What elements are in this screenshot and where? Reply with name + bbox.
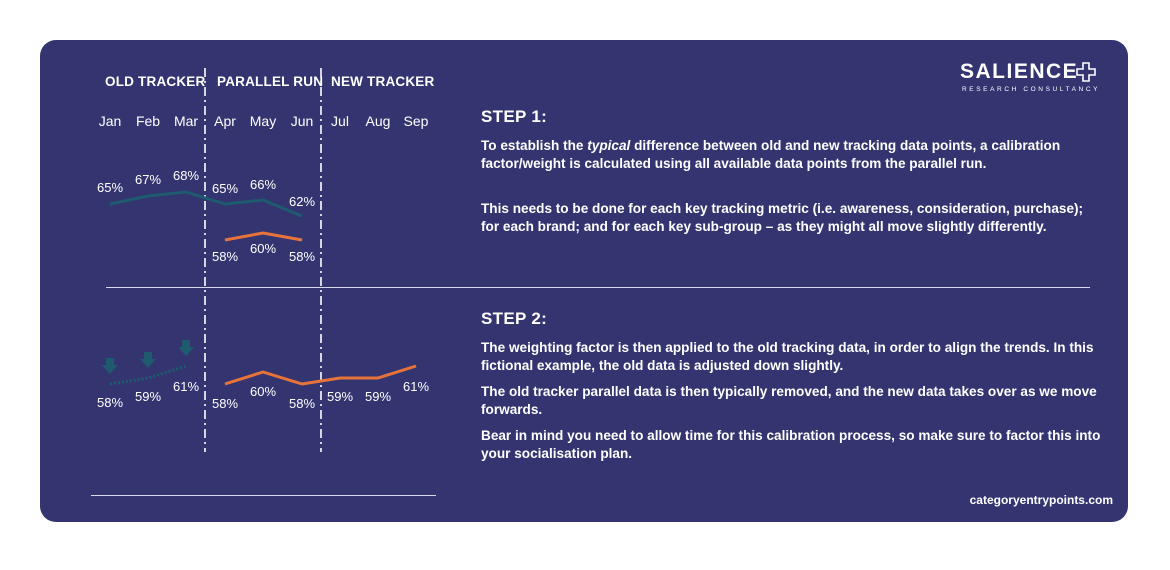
month-label: Sep bbox=[403, 113, 429, 129]
data-label: 62% bbox=[288, 194, 316, 209]
data-label: 65% bbox=[96, 180, 124, 195]
month-label: Jan bbox=[98, 113, 122, 129]
phase-new-tracker: NEW TRACKER bbox=[331, 74, 435, 89]
step1-title: STEP 1: bbox=[481, 107, 548, 126]
logo-tagline: RESEARCH CONSULTANCY bbox=[962, 86, 1101, 93]
data-label: 58% bbox=[96, 395, 124, 410]
down-arrow-icon bbox=[178, 340, 194, 356]
step1-paragraph-2: This needs to be done for each key tracking metric (i.e. awareness, consideration, purchase); for each brand; and for each key sub-group – as they might all move slightly differently. bbox=[481, 201, 1084, 234]
step2-paragraph-3: Bear in mind you need to allow time for this calibration process, so make sure to factor this into your socialisation plan. bbox=[481, 428, 1101, 461]
month-label: Jul bbox=[331, 113, 349, 129]
data-label: 59% bbox=[134, 389, 162, 404]
data-label: 58% bbox=[288, 396, 316, 411]
data-label: 61% bbox=[172, 379, 200, 394]
step2-paragraph-2: The old tracker parallel data is then typically removed, and the new data takes over as we move forwards. bbox=[481, 384, 1097, 417]
month-label: Aug bbox=[365, 113, 391, 129]
logo-wordmark: SALIENCE bbox=[960, 60, 1079, 83]
step1-paragraph-1: To establish the typical difference between old and new tracking data points, a calibration factor/weight is calculated using all available data points from the parallel run. bbox=[481, 138, 1061, 171]
down-arrow-icon bbox=[140, 352, 156, 368]
new-tracker-parallel-line bbox=[225, 233, 302, 240]
phase-parallel-run: PARALLEL RUN bbox=[217, 74, 324, 89]
step2-title: STEP 2: bbox=[481, 309, 548, 328]
month-label: Apr bbox=[214, 113, 236, 129]
data-label: 61% bbox=[402, 379, 430, 394]
data-label: 58% bbox=[211, 396, 239, 411]
step2-paragraph-1: The weighting factor is then applied to the old tracking data, in order to align the trends. In this fictional example, the old data is adjusted down slightly. bbox=[481, 340, 1094, 373]
data-label: 59% bbox=[326, 389, 354, 404]
data-label: 65% bbox=[211, 181, 239, 196]
data-label: 67% bbox=[134, 172, 162, 187]
month-label: May bbox=[249, 113, 277, 129]
data-label: 59% bbox=[364, 389, 392, 404]
data-label: 58% bbox=[288, 249, 316, 264]
month-label: Feb bbox=[135, 113, 161, 129]
section-divider bbox=[106, 287, 1090, 288]
old-tracker-line bbox=[110, 192, 302, 216]
data-label: 58% bbox=[211, 249, 239, 264]
data-label: 68% bbox=[172, 168, 200, 183]
phase-old-tracker: OLD TRACKER bbox=[105, 74, 206, 89]
month-label: Jun bbox=[290, 113, 314, 129]
data-label: 60% bbox=[249, 384, 277, 399]
footer-url: categoryentrypoints.com bbox=[969, 493, 1113, 507]
footer-divider bbox=[91, 495, 436, 496]
down-arrow-icon bbox=[102, 358, 118, 374]
data-label: 60% bbox=[249, 241, 277, 256]
data-label: 66% bbox=[249, 177, 277, 192]
month-label: Mar bbox=[173, 113, 199, 129]
calibration-card bbox=[40, 40, 1128, 522]
